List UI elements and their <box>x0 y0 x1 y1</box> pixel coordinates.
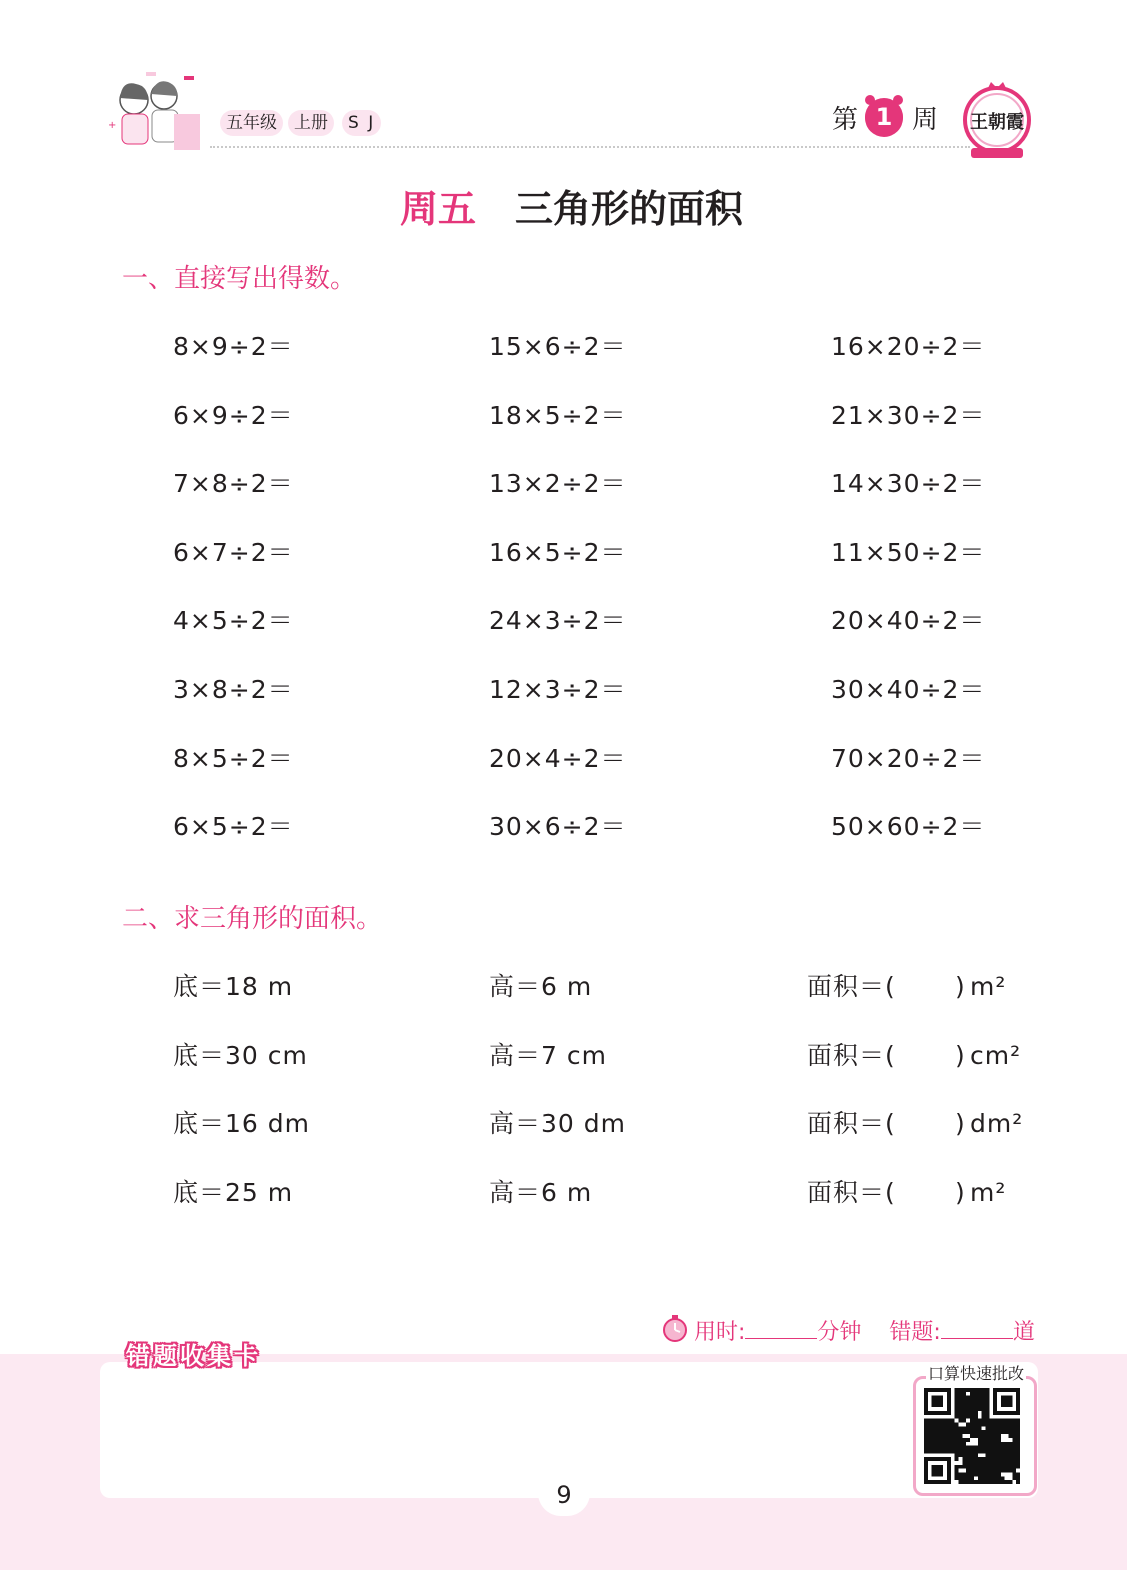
week-number: 1 <box>865 98 903 136</box>
calc-problem: 6×5÷2＝ <box>173 812 294 842</box>
errors-unit: 道 <box>1012 1320 1035 1345</box>
area-answer-blank[interactable] <box>900 1176 952 1210</box>
triangle-height: 高＝30 dm <box>489 1109 626 1139</box>
header-divider <box>210 146 970 148</box>
area-unit: cm² <box>970 1040 1022 1070</box>
calc-problem: 3×8÷2＝ <box>173 675 294 704</box>
calc-problem: 15×6÷2＝ <box>489 332 627 361</box>
calc-problem: 50×60÷2＝ <box>831 812 986 842</box>
brand-logo <box>957 78 1037 160</box>
calc-problem: 30×6÷2＝ <box>489 812 627 842</box>
calc-problem: 16×5÷2＝ <box>489 537 627 567</box>
grade-tag: 五年级 <box>220 110 283 136</box>
qr-label: 口算快速批改 <box>928 1364 1025 1383</box>
area-label: 面积＝( <box>807 1177 896 1207</box>
time-unit: 分钟 <box>817 1320 862 1345</box>
section2-heading: 二、求三角形的面积。 <box>122 904 383 934</box>
kids-illustration <box>106 70 206 156</box>
calc-problem: 16×20÷2＝ <box>831 332 986 361</box>
triangle-height: 高＝6 m <box>489 972 593 1001</box>
area-answer-blank[interactable] <box>900 970 952 1004</box>
calc-problem: 70×20÷2＝ <box>831 743 986 773</box>
stopwatch-icon <box>662 1314 688 1342</box>
calc-problem: 4×5÷2＝ <box>173 606 294 636</box>
qr-code[interactable] <box>922 1388 1022 1484</box>
area-label: 面积＝( <box>807 972 896 1001</box>
calc-problem: 18×5÷2＝ <box>489 400 627 430</box>
triangle-height: 高＝6 m <box>489 1177 593 1207</box>
area-unit: m² <box>970 1177 1007 1207</box>
time-label: 用时: <box>694 1320 746 1345</box>
area-unit: m² <box>970 972 1007 1001</box>
calc-problem: 21×30÷2＝ <box>831 400 986 430</box>
page-title: 三角形的面积 <box>515 187 744 231</box>
close-paren: ) <box>955 1040 966 1070</box>
area-answer-blank[interactable] <box>900 1107 952 1141</box>
errors-label: 错题: <box>889 1320 941 1345</box>
triangle-base: 底＝30 cm <box>173 1040 308 1070</box>
edition-tag: S J <box>342 110 381 136</box>
calc-problem: 20×4÷2＝ <box>489 743 627 773</box>
area-label: 面积＝( <box>807 1109 896 1139</box>
svg-text:+: + <box>108 120 117 131</box>
week-suffix: 周 <box>912 105 939 135</box>
page-number: 9 <box>556 1481 572 1509</box>
triangle-base: 底＝18 m <box>173 972 294 1001</box>
triangle-base: 底＝25 m <box>173 1177 294 1207</box>
area-unit: dm² <box>970 1109 1024 1139</box>
svg-text:王朝霞: 王朝霞 <box>970 112 1024 133</box>
triangle-height: 高＝7 cm <box>489 1040 607 1070</box>
calc-problem: 7×8÷2＝ <box>173 469 294 499</box>
title-day: 周五 <box>400 187 477 231</box>
close-paren: ) <box>955 1109 966 1139</box>
triangle-base: 底＝16 dm <box>173 1109 310 1139</box>
mistake-card-label: 错题收集卡 <box>126 1342 261 1370</box>
calc-problem: 14×30÷2＝ <box>831 469 986 499</box>
time-blank[interactable] <box>745 1318 817 1339</box>
close-paren: ) <box>955 972 966 1001</box>
calc-problem: 6×7÷2＝ <box>173 537 294 567</box>
calc-problem: 20×40÷2＝ <box>831 606 986 636</box>
section1-heading: 一、直接写出得数。 <box>122 264 357 294</box>
calc-problem: 6×9÷2＝ <box>173 400 294 430</box>
volume-tag: 上册 <box>288 110 334 136</box>
week-prefix: 第 <box>832 105 859 135</box>
area-label: 面积＝( <box>807 1040 896 1070</box>
footer-stats <box>694 1318 1035 1348</box>
calc-problem: 11×50÷2＝ <box>831 537 986 567</box>
calc-problem: 8×9÷2＝ <box>173 332 294 361</box>
calc-problem: 8×5÷2＝ <box>173 743 294 773</box>
calc-problem: 12×3÷2＝ <box>489 675 627 704</box>
close-paren: ) <box>955 1177 966 1207</box>
calc-problem: 24×3÷2＝ <box>489 606 627 636</box>
calc-problem: 30×40÷2＝ <box>831 675 986 704</box>
errors-blank[interactable] <box>941 1318 1013 1339</box>
calc-problem: 13×2÷2＝ <box>489 469 627 499</box>
area-answer-blank[interactable] <box>900 1039 952 1073</box>
